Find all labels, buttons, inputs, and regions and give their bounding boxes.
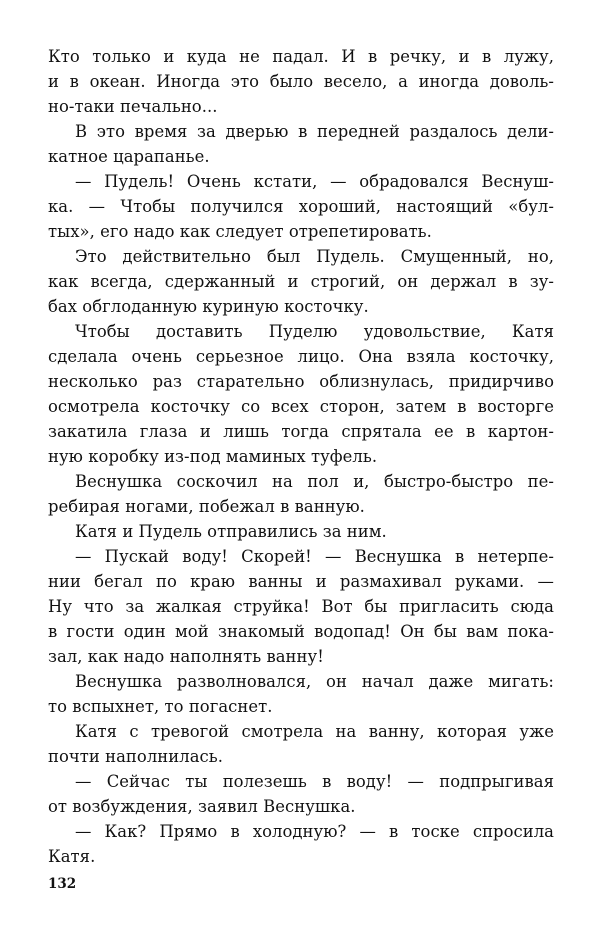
text-line: — Сейчас ты полезешь в воду! — подпрыгивая <box>75 772 554 791</box>
text-line: нии бегал по краю ванны и размахивал руками. — <box>48 572 554 591</box>
text-line: Это действительно был Пудель. Смущенный, но, <box>75 247 554 266</box>
text-line: ребирая ногами, побежал в ванную. <box>48 497 365 516</box>
paragraph <box>48 819 554 869</box>
body-text <box>48 44 554 869</box>
text-line: в гости один мой знакомый водопад! Он бы вам пока- <box>48 622 554 641</box>
paragraph <box>48 544 554 669</box>
paragraph <box>48 469 554 519</box>
text-line: закатила глаза и лишь тогда спрятала ее в картон- <box>48 422 554 441</box>
text-line: тых», его надо как следует отрепетировать. <box>48 222 432 241</box>
text-line: от возбуждения, заявил Веснушка. <box>48 797 356 816</box>
text-line: катное царапанье. <box>48 147 210 166</box>
paragraph <box>48 44 554 119</box>
text-line: — Как? Прямо в холодную? — в тоске спросила <box>75 822 554 841</box>
text-line: и в океан. Иногда это было весело, а иногда доволь- <box>48 72 554 91</box>
text-line: Катя с тревогой смотрела на ванну, которая уже <box>75 722 554 741</box>
text-line: сделала очень серьезное лицо. Она взяла косточку, <box>48 347 554 366</box>
text-line: — Пускай воду! Скорей! — Веснушка в нетерпе- <box>75 547 554 566</box>
paragraph <box>48 169 554 244</box>
paragraph <box>48 769 554 819</box>
paragraph <box>48 669 554 719</box>
text-line: Катя. <box>48 847 96 866</box>
text-line: зал, как надо наполнять ванну! <box>48 647 324 666</box>
text-line: то вспыхнет, то погаснет. <box>48 697 273 716</box>
page-number: 132 <box>48 876 77 892</box>
text-line: Веснушка соскочил на пол и, быстро-быстро пе- <box>75 472 554 491</box>
text-line: Чтобы доставить Пуделю удовольствие, Катя <box>75 322 554 341</box>
text-line: почти наполнилась. <box>48 747 223 766</box>
text-line: Кто только и куда не падал. И в речку, и в лужу, <box>48 47 554 66</box>
text-line: В это время за дверью в передней раздалось дели- <box>75 122 554 141</box>
text-line: Веснушка разволновался, он начал даже мигать: <box>75 672 554 691</box>
text-line: ка. — Чтобы получился хороший, настоящий «бул- <box>48 197 554 216</box>
paragraph <box>48 519 554 544</box>
text-line: как всегда, сдержанный и строгий, он держал в зу- <box>48 272 554 291</box>
paragraph <box>48 719 554 769</box>
paragraph <box>48 119 554 169</box>
text-line: осмотрела косточку со всех сторон, затем в восторге <box>48 397 554 416</box>
text-line: ную коробку из-под маминых туфель. <box>48 447 378 466</box>
text-line: бах обглоданную куриную косточку. <box>48 297 369 316</box>
text-line: но-таки печально... <box>48 97 218 116</box>
paragraph <box>48 244 554 319</box>
text-line: несколько раз старательно облизнулась, придирчиво <box>48 372 554 391</box>
text-line: Ну что за жалкая струйка! Вот бы пригласить сюда <box>48 597 554 616</box>
text-line: Катя и Пудель отправились за ним. <box>75 522 387 541</box>
text-line: — Пудель! Очень кстати, — обрадовался Веснуш- <box>75 172 554 191</box>
paragraph <box>48 319 554 469</box>
